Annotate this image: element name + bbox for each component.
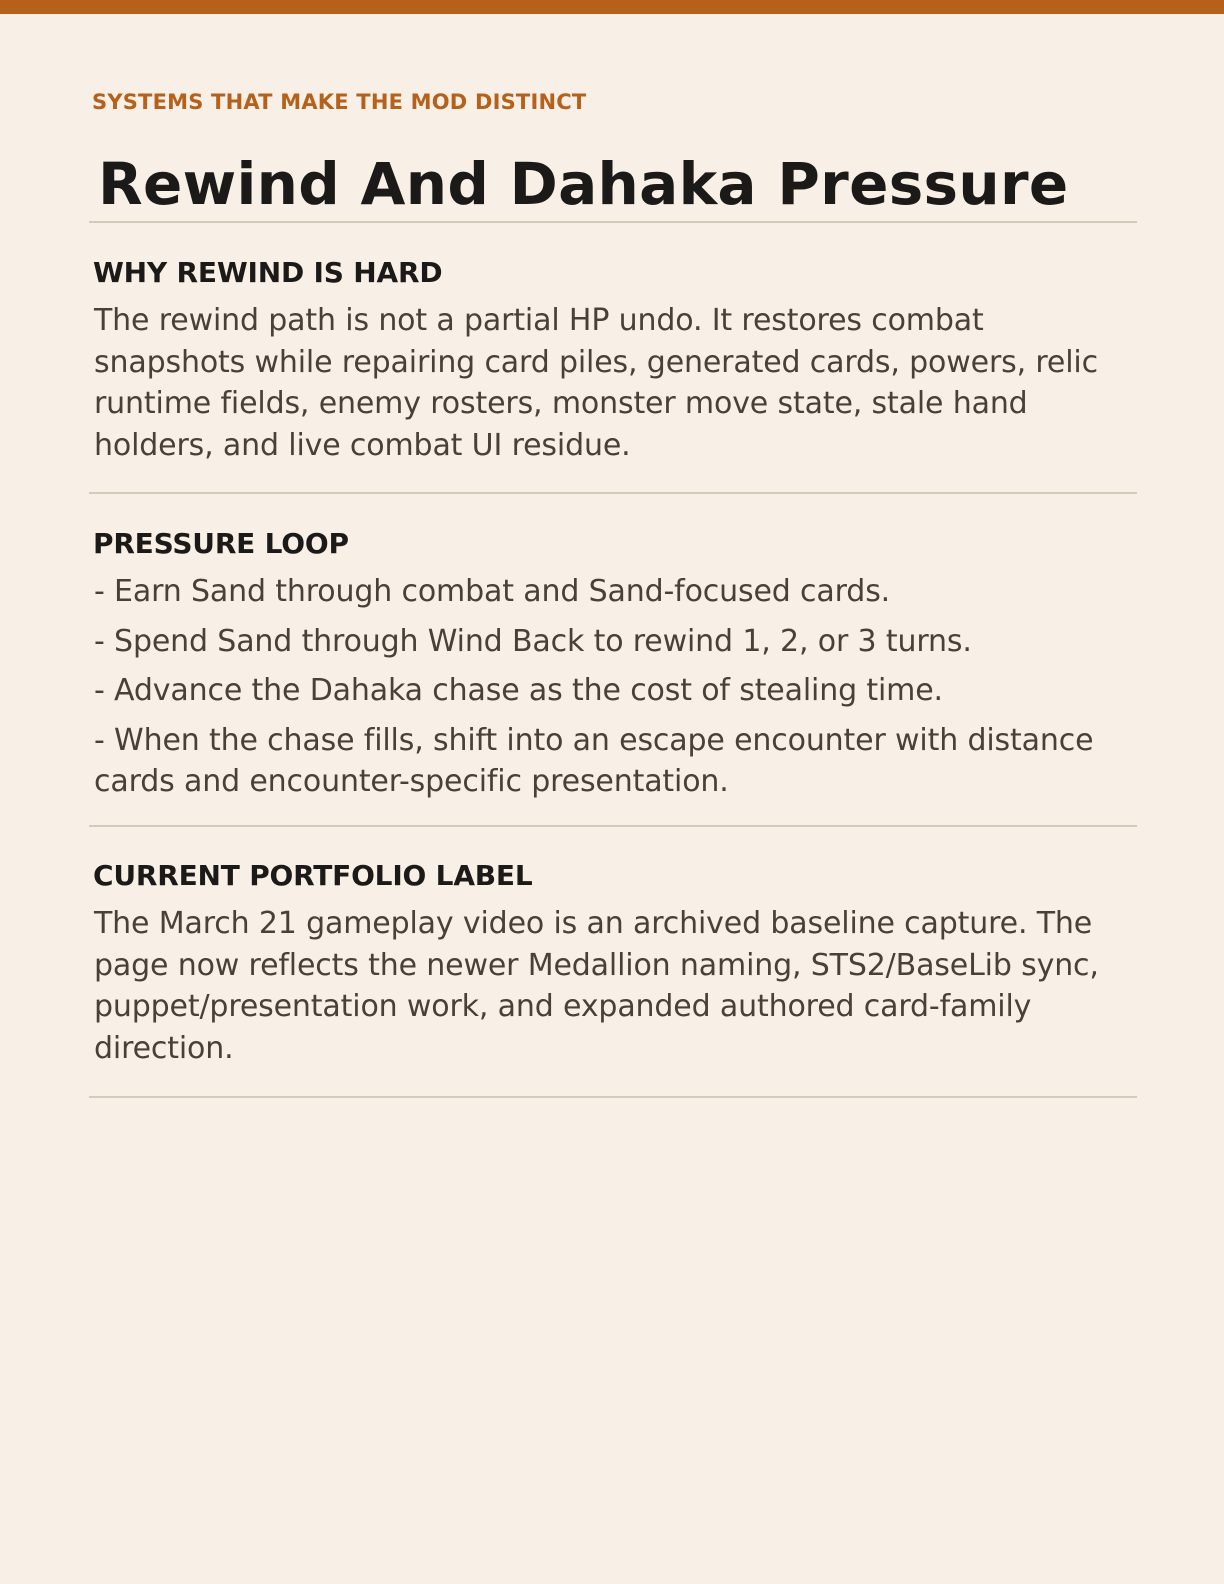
section-heading-why-rewind: WHY REWIND IS HARD [93, 256, 443, 289]
section-body-portfolio-label: The March 21 gameplay video is an archived baseline capture. The page now reflects the newer Medallion naming, STS2/BaseLib sync, puppet/presentation work, and expanded authored card-family direction. [94, 906, 1099, 1066]
top-accent-bar [0, 0, 1224, 14]
section-heading-pressure-loop: PRESSURE LOOP [93, 527, 349, 560]
list-item: - When the chase fills, shift into an escape encounter with distance cards and encounter-specific presentation. [94, 722, 1094, 800]
list-item: - Earn Sand through combat and Sand-focused cards. [94, 574, 891, 609]
page-title: Rewind And Dahaka Pressure [98, 150, 1069, 218]
section-body-why-rewind: The rewind path is not a partial HP undo. It restores combat snapshots while repairing card piles, generated cards, powers, relic runtime fields, enemy rosters, monster move state, stale hand holders, and live combat UI residue. [94, 303, 1098, 463]
section-divider [89, 825, 1137, 827]
title-divider [89, 221, 1137, 223]
list-item: - Spend Sand through Wind Back to rewind 1, 2, or 3 turns. [94, 623, 972, 659]
section-divider [89, 1096, 1137, 1098]
section-heading-portfolio-label: CURRENT PORTFOLIO LABEL [93, 859, 533, 892]
list-item: - Advance the Dahaka chase as the cost of stealing time. [94, 673, 943, 709]
pressure-loop-list [94, 571, 1104, 811]
section-divider [89, 492, 1137, 494]
eyebrow-label: SYSTEMS THAT MAKE THE MOD DISTINCT [92, 90, 587, 114]
